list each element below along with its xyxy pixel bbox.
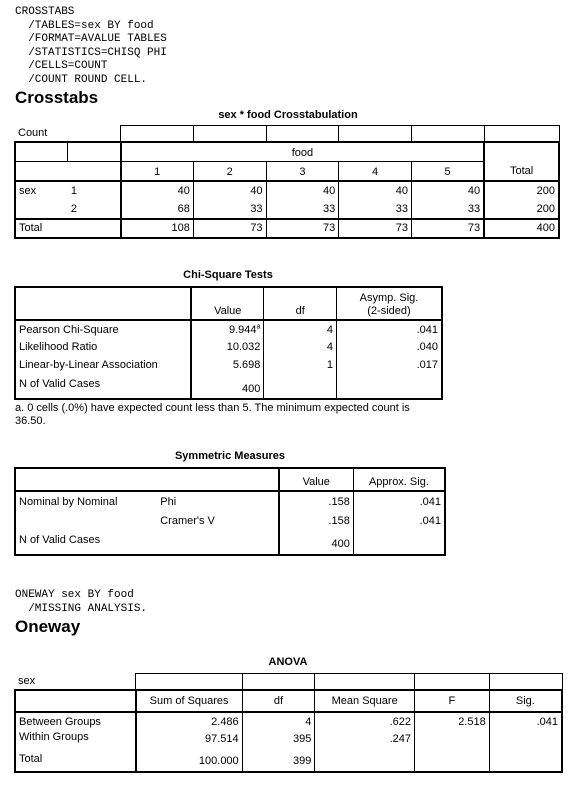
cell: 40 [411, 181, 484, 200]
sig-header: Sig. [489, 690, 562, 712]
col-header: 1 [121, 161, 194, 181]
symmetric-title: Symmetric Measures [174, 450, 286, 462]
row-label: Phi [157, 491, 278, 512]
row-total: 200 [484, 181, 559, 200]
cell [315, 750, 415, 772]
row-label: Pearson Chi-Square [15, 320, 191, 338]
table-row [15, 730, 562, 750]
cell: 40 [121, 181, 194, 200]
cell [264, 374, 337, 399]
table-row [15, 712, 562, 730]
syntax-line: /MISSING ANALYSIS. [15, 602, 148, 615]
corner-cell [15, 142, 68, 162]
cell: 2.486 [136, 712, 243, 730]
table-row [15, 356, 442, 374]
df-header: df [264, 287, 337, 320]
chisq-footnote: a. 0 cells (.0%) have expected count less than 5. The minimum expected count is 36.50. [15, 402, 410, 427]
cell: 73 [411, 219, 484, 238]
cell: 40 [193, 181, 266, 200]
food-header: food [121, 142, 485, 162]
total-row-label: Total [15, 219, 121, 238]
cell: .158 [279, 491, 354, 512]
count-label: Count [18, 127, 48, 139]
table-row [15, 181, 559, 200]
syntax-line: /CELLS=COUNT [15, 60, 108, 72]
cell: 4 [264, 338, 337, 356]
table-row [15, 532, 445, 555]
cell: .158 [279, 512, 354, 532]
row-label: Between Groups [15, 712, 136, 730]
crosstabs-heading: Crosstabs [15, 88, 99, 107]
cell [336, 374, 442, 399]
cell: .041 [353, 512, 445, 532]
chisq-table [14, 286, 443, 400]
cell: 97.514 [136, 730, 243, 750]
table-row [15, 338, 442, 356]
col-header: 3 [266, 161, 339, 181]
cell: 33 [467, 202, 481, 215]
table-row [15, 491, 445, 512]
sig-header-line: Asymp. Sig. [359, 292, 419, 304]
row-label: N of Valid Cases [15, 374, 191, 399]
cell [191, 320, 264, 338]
symmetric-table [14, 467, 446, 556]
row-var-label: sex [15, 181, 68, 200]
cell: 73 [266, 219, 339, 238]
crosstab-title: sex * food Crosstabulation [218, 109, 358, 121]
row-label: Linear-by-Linear Association [15, 356, 191, 374]
cell: 33 [339, 200, 412, 219]
cell: 73 [339, 219, 412, 238]
sig-header-line: (2-sided) [367, 305, 411, 317]
cell: 100.000 [136, 750, 243, 772]
cell: 2.518 [414, 712, 489, 730]
cell: 108 [121, 219, 194, 238]
value-header: Value [191, 287, 264, 320]
cell: 10.032 [191, 338, 264, 356]
total-row [15, 219, 559, 238]
row-label: 1 [68, 181, 121, 200]
total-row [15, 750, 562, 772]
cell: 68 [121, 200, 194, 219]
group-label: Nominal by Nominal [15, 491, 157, 512]
cell: 1 [264, 356, 337, 374]
row-label: Within Groups [15, 730, 136, 750]
cell [414, 750, 489, 772]
cell: .040 [336, 338, 442, 356]
total-header: Total [484, 161, 559, 181]
cell-value: 9.944 [228, 324, 257, 336]
cell: .041 [353, 491, 445, 512]
crosstabs-syntax [15, 6, 167, 87]
chisq-title: Chi-Square Tests [183, 269, 273, 281]
cell [489, 730, 562, 750]
row-label: Cramer's V [157, 512, 278, 532]
sig-header: Approx. Sig. [353, 468, 445, 491]
grand-total: 400 [484, 219, 559, 238]
cell [414, 730, 489, 750]
table-row [15, 320, 442, 338]
anova-var-label: sex [18, 675, 36, 687]
col-header: 2 [193, 161, 266, 181]
df-header: df [242, 690, 315, 712]
cell: 400 [279, 532, 354, 555]
f-header: F [414, 690, 489, 712]
row-label: N of Valid Cases [15, 532, 279, 555]
syntax-line: /FORMAT=AVALUE TABLES [15, 33, 167, 45]
syntax-line: /STATISTICS=CHISQ PHI [15, 46, 167, 59]
cell: 4 [264, 320, 337, 338]
cell: 4 [242, 712, 315, 730]
table-row [15, 512, 445, 532]
anova-title: ANOVA [268, 656, 308, 668]
oneway-heading: Oneway [15, 617, 81, 636]
oneway-syntax [15, 589, 147, 616]
row-total: 200 [484, 200, 559, 219]
col-header: 4 [339, 161, 412, 181]
cell: 400 [191, 374, 264, 399]
ss-header: Sum of Squares [136, 690, 243, 712]
syntax-line: /TABLES=sex BY food [15, 19, 154, 32]
cell: 5.698 [191, 356, 264, 374]
footnote-marker: a [256, 323, 261, 331]
cell: 73 [193, 219, 266, 238]
table-row [15, 200, 559, 219]
cell: .017 [336, 356, 442, 374]
col-header: 5 [444, 165, 451, 178]
cell: .041 [336, 320, 442, 338]
sig-header [336, 287, 442, 320]
cell: 40 [339, 181, 412, 200]
table-row [15, 374, 442, 399]
cell: 33 [193, 200, 266, 219]
syntax-line: /COUNT ROUND CELL. [15, 73, 148, 86]
cell: 399 [242, 750, 315, 772]
cell: .041 [489, 712, 562, 730]
value-header: Value [279, 468, 354, 491]
cell: .622 [315, 712, 415, 730]
row-label: Total [15, 750, 136, 772]
ms-header: Mean Square [315, 690, 415, 712]
row-label: Likelihood Ratio [15, 338, 191, 356]
cell: 40 [266, 181, 339, 200]
cell: 395 [242, 730, 315, 750]
syntax-line: CROSSTABS [15, 6, 75, 18]
crosstab-table [14, 125, 560, 239]
cell [489, 750, 562, 772]
anova-table [14, 673, 563, 773]
cell: .247 [315, 730, 415, 750]
row-label: 2 [68, 200, 121, 219]
cell: 33 [266, 200, 339, 219]
syntax-line: ONEWAY sex BY food [15, 589, 134, 601]
